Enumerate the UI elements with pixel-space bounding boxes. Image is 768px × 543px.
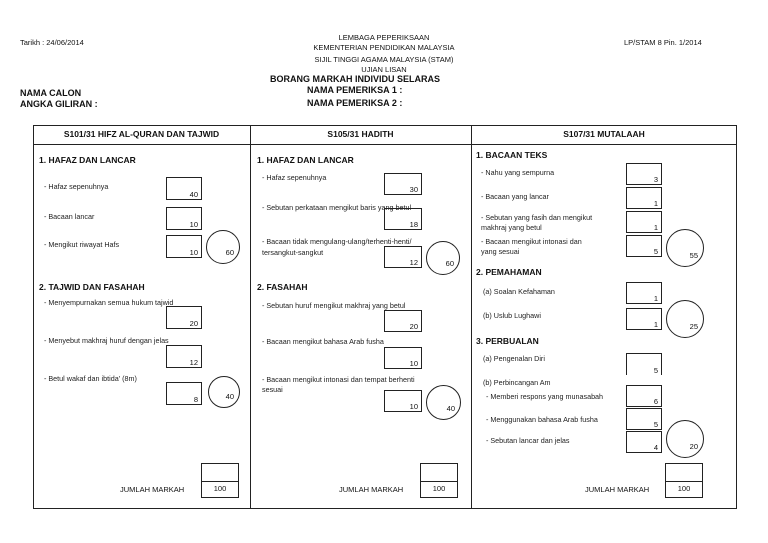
mark-box[interactable]: [384, 310, 422, 332]
criterion-label: (b) Uslub Lughawi: [483, 311, 541, 320]
criterion-label: - Sebutan perkataan mengikut baris yang betul: [262, 203, 412, 212]
criterion-label: - Menyebut makhraj huruf dengan jelas: [44, 336, 169, 345]
total-marks-label: JUMLAH MARKAH: [339, 485, 404, 494]
column-divider: [250, 125, 251, 509]
mark-value: 1: [653, 199, 658, 208]
section-title: 1. BACAAN TEKS: [476, 150, 548, 160]
section-title: 1. HAFAZ DAN LANCAR: [39, 155, 136, 165]
mark-box[interactable]: [166, 306, 202, 329]
mark-value: 4: [653, 443, 658, 452]
index-number-label: ANGKA GILIRAN :: [20, 99, 98, 109]
mark-value: 20: [409, 322, 418, 331]
criterion-label: - Bacaan tidak mengulang-ulang/terhenti-henti/: [262, 237, 412, 246]
mark-box[interactable]: [384, 173, 422, 195]
date-label: Tarikh : 24/06/2014: [20, 38, 84, 47]
mark-value: 5: [653, 366, 658, 375]
total-marks-value: 100: [202, 481, 238, 497]
section-total-circle[interactable]: [206, 230, 240, 264]
mark-value: 5: [653, 420, 658, 429]
section-total-value: 60: [445, 259, 454, 268]
section-title: 2. TAJWID DAN FASAHAH: [39, 282, 145, 292]
criterion-label: - Sebutan lancar dan jelas: [486, 436, 570, 445]
exam-name: SIJIL TINGGI AGAMA MALAYSIA (STAM): [314, 55, 454, 64]
total-marks-value: 100: [666, 481, 702, 497]
org-name: LEMBAGA PEPERIKSAAN: [338, 33, 430, 42]
reference-number: LP/STAM 8 Pin. 1/2014: [624, 38, 702, 47]
mark-box[interactable]: [626, 187, 662, 209]
section-total-circle[interactable]: [666, 229, 704, 267]
mark-box[interactable]: [626, 431, 662, 453]
criterion-label: sesuai: [262, 385, 283, 394]
section-total-value: 25: [689, 322, 698, 331]
total-marks-box[interactable]: [420, 463, 458, 498]
mark-value: 1: [653, 294, 658, 303]
section-title: 3. PERBUALAN: [476, 336, 539, 346]
mark-box[interactable]: [166, 177, 202, 200]
column-divider: [471, 125, 472, 509]
criterion-label: - Menyempurnakan semua hukum tajwid: [44, 298, 174, 307]
criterion-label: - Bacaan yang lancar: [481, 192, 549, 201]
form-title: BORANG MARKAH INDIVIDU SELARAS: [270, 74, 441, 84]
mark-box[interactable]: [384, 246, 422, 268]
criterion-label: - Sebutan huruf mengikut makhraj yang betul: [262, 301, 406, 310]
mark-value: 30: [409, 185, 418, 194]
mark-box[interactable]: [384, 208, 422, 230]
section-total-value: 55: [689, 251, 698, 260]
mark-value: 10: [409, 402, 418, 411]
criterion-label: makhraj yang betul: [481, 223, 542, 232]
mark-box[interactable]: [626, 235, 662, 257]
section-total-circle[interactable]: [208, 376, 240, 408]
section-title: 1. HAFAZ DAN LANCAR: [257, 155, 354, 165]
total-marks-box[interactable]: [665, 463, 703, 498]
criterion-label: - Sebutan yang fasih dan mengikut: [481, 213, 593, 222]
mark-value: 40: [189, 190, 198, 199]
criterion-label: - Betul wakaf dan ibtida' (8m): [44, 374, 137, 383]
mark-box[interactable]: [626, 385, 662, 407]
mark-value: 10: [409, 359, 418, 368]
examiner-1-label: NAMA PEMERIKSA 1 :: [307, 85, 403, 95]
mark-value: 3: [653, 175, 658, 184]
criterion-label: - Bacaan mengikut bahasa Arab fusha: [262, 337, 384, 346]
criterion-label: (b) Perbincangan Am: [483, 378, 551, 387]
criterion-label: (a) Soalan Kefahaman: [483, 287, 555, 296]
total-marks-value: 100: [421, 481, 457, 497]
mark-value: 10: [189, 220, 198, 229]
mark-value: 18: [409, 220, 418, 229]
mark-value: 10: [189, 248, 198, 257]
mark-value: 12: [189, 358, 198, 367]
mark-box[interactable]: [166, 207, 202, 230]
total-marks-label: JUMLAH MARKAH: [585, 485, 650, 494]
candidate-name-label: NAMA CALON: [20, 88, 82, 98]
mark-box[interactable]: [166, 345, 202, 368]
criterion-label: tersangkut-sangkut: [262, 248, 324, 257]
test-name: UJIAN LISAN: [361, 65, 407, 74]
mark-value: 5: [653, 247, 658, 256]
column-header-mutalaah: S107/31 MUTALAAH: [563, 129, 645, 139]
criterion-label: - Hafaz sepenuhnya: [262, 173, 327, 182]
mark-box[interactable]: [166, 382, 202, 405]
mark-box[interactable]: [626, 211, 662, 233]
mark-box[interactable]: [626, 308, 662, 330]
section-title: 2. FASAHAH: [257, 282, 308, 292]
mark-value: 1: [653, 223, 658, 232]
criterion-label: - Bacaan lancar: [44, 212, 95, 221]
section-total-value: 60: [225, 248, 234, 257]
column-header-hifz: S101/31 HIFZ AL-QURAN DAN TAJWID: [63, 129, 220, 139]
header-divider: [33, 144, 737, 145]
section-total-circle[interactable]: [426, 385, 461, 420]
criterion-label: - Hafaz sepenuhnya: [44, 182, 109, 191]
criterion-label: yang sesuai: [481, 247, 520, 256]
column-header-hadith: S105/31 HADITH: [327, 129, 394, 139]
section-total-value: 20: [689, 442, 698, 451]
criterion-label: - Menggunakan bahasa Arab fusha: [486, 415, 598, 424]
mark-value: 20: [189, 319, 198, 328]
section-total-circle[interactable]: [666, 300, 704, 338]
criterion-label: - Bacaan mengikut intonasi dan tempat berhenti: [262, 375, 415, 384]
mark-value: 12: [409, 258, 418, 267]
criterion-label: - Nahu yang sempurna: [481, 168, 555, 177]
examiner-2-label: NAMA PEMERIKSA 2 :: [307, 98, 403, 108]
section-total-value: 40: [446, 404, 455, 413]
total-marks-box[interactable]: [201, 463, 239, 498]
criterion-label: - Memberi respons yang munasabah: [486, 392, 604, 401]
criterion-label: - Mengikut riwayat Hafs: [44, 240, 120, 249]
criterion-label: - Bacaan mengikut intonasi dan: [481, 237, 582, 246]
mark-box[interactable]: [626, 408, 662, 430]
mark-value: 1: [653, 320, 658, 329]
ministry-name: KEMENTERIAN PENDIDIKAN MALAYSIA: [313, 43, 455, 52]
criterion-label: (a) Pengenalan Diri: [483, 354, 545, 363]
mark-box[interactable]: [384, 347, 422, 369]
mark-value: 8: [193, 395, 198, 404]
mark-box[interactable]: [626, 282, 662, 304]
mark-box[interactable]: [384, 390, 422, 412]
section-title: 2. PEMAHAMAN: [476, 267, 542, 277]
mark-box[interactable]: [626, 163, 662, 185]
mark-value: 6: [653, 397, 658, 406]
section-total-circle[interactable]: [426, 241, 460, 275]
mark-box[interactable]: [166, 235, 202, 258]
total-marks-label: JUMLAH MARKAH: [120, 485, 185, 494]
section-total-value: 40: [225, 392, 234, 401]
mark-box[interactable]: [626, 353, 662, 375]
section-total-circle[interactable]: [666, 420, 704, 458]
